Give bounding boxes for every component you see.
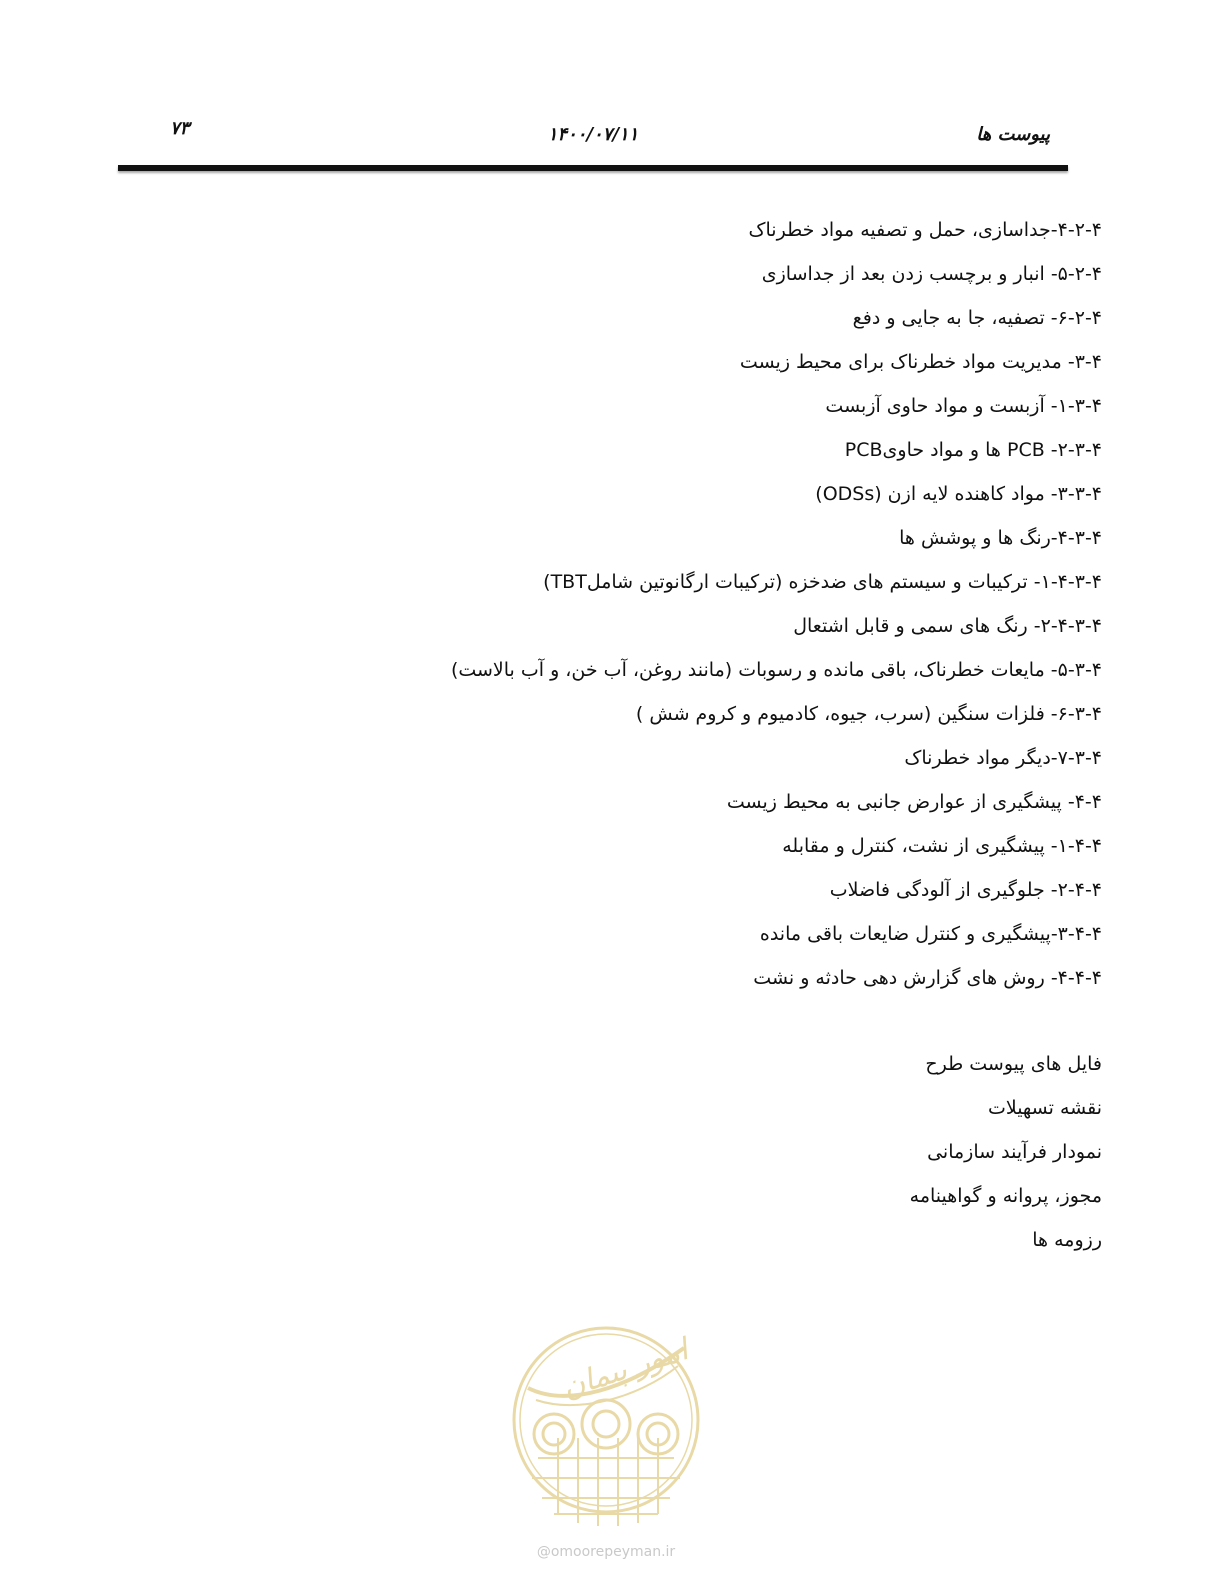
- watermark: [508, 1318, 704, 1568]
- toc-item: ۱-۴-۳-۴- ترکیبات و سیستم های ضدخزه (ترکیبات ارگانوتین شاملTBT): [543, 571, 1102, 593]
- toc-item: ۲-۳-۴- PCB ها و مواد حاویPCB: [844, 439, 1102, 461]
- toc-item: ۳-۳-۴- مواد کاهنده لایه ازن (ODSs): [815, 483, 1102, 505]
- toc-item: ۲-۴-۳-۴- رنگ های سمی و قابل اشتعال: [793, 615, 1102, 637]
- attachments-list: [910, 1042, 1102, 1262]
- header-date: ۱۴۰۰/۰۷/۱۱: [547, 124, 639, 145]
- attachment-item: فایل های پیوست طرح: [925, 1053, 1102, 1075]
- toc-item: ۴-۳-۴-رنگ ها و پوشش ها: [899, 527, 1102, 549]
- watermark-logo-icon: [508, 1318, 704, 1538]
- attachment-item: نمودار فرآیند سازمانی: [927, 1141, 1102, 1163]
- toc-item: ۲-۴-۴- جلوگیری از آلودگی فاضلاب: [829, 879, 1102, 901]
- toc-item: ۵-۳-۴- مایعات خطرناک، باقی مانده و رسوبات (مانند روغن، آب خن، و آب بالاست): [450, 659, 1102, 681]
- svg-text:امور پیمان: امور پیمان: [557, 1332, 693, 1406]
- attachment-item: نقشه تسهیلات: [987, 1097, 1102, 1119]
- header-title: پیوست ها: [976, 124, 1050, 145]
- page-header: [118, 118, 1068, 148]
- toc-item: ۴-۴-۴- روش های گزارش دهی حادثه و نشت: [753, 967, 1102, 989]
- attachment-item: رزومه ها: [1032, 1229, 1102, 1251]
- toc-item: ۱-۳-۴- آزبست و مواد حاوی آزبست: [825, 395, 1102, 417]
- attachment-item: مجوز، پروانه و گواهینامه: [909, 1185, 1102, 1207]
- toc-item: ۵-۲-۴- انبار و برچسب زدن بعد از جداسازی: [761, 263, 1102, 285]
- toc-item: ۴-۲-۴-جداسازی، حمل و تصفیه مواد خطرناک: [748, 219, 1102, 241]
- toc-item: ۶-۳-۴- فلزات سنگین (سرب، جیوه، کادمیوم و کروم شش ): [635, 703, 1102, 725]
- page-number: ۷۳: [170, 118, 190, 139]
- toc-item: ۳-۴-۴-پیشگیری و کنترل ضایعات باقی مانده: [759, 923, 1102, 945]
- toc-item: ۴-۴- پیشگیری از عوارض جانبی به محیط زیست: [726, 791, 1102, 813]
- toc-item: ۳-۴- مدیریت مواد خطرناک برای محیط زیست: [739, 351, 1102, 373]
- toc-item: ۱-۴-۴- پیشگیری از نشت، کنترل و مقابله: [782, 835, 1102, 857]
- watermark-url: @omoorepeyman.ir: [536, 1544, 676, 1560]
- table-of-contents: [451, 208, 1102, 1000]
- toc-item: ۶-۲-۴- تصفیه، جا به جایی و دفع: [852, 307, 1102, 329]
- toc-item: ۷-۳-۴-دیگر مواد خطرناک: [904, 747, 1102, 769]
- header-rule: [118, 165, 1068, 171]
